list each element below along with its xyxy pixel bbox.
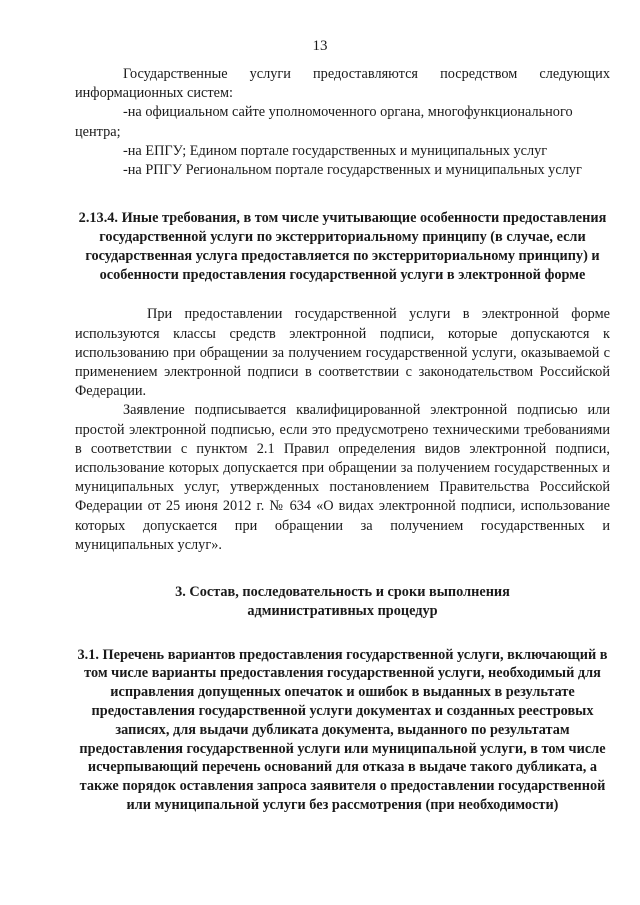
systems-list bbox=[75, 103, 610, 180]
page-content bbox=[75, 65, 610, 815]
section-heading-2-13-4: 2.13.4. Иные требования, в том числе учитывающие особенности предоставления государственной услуги по экстерриториальному принципу (в случае, если государственная услуга предоставляется по экстерриториальному принципу) и особенности предоставления государственной услуги в электронной форме bbox=[78, 210, 607, 283]
section-heading-3: 3. Состав, последовательность и сроки выполнения административных процедур bbox=[175, 584, 510, 619]
systems-item-official-site: -на официальном сайте уполномоченного органа, многофункционального центра; bbox=[75, 104, 573, 140]
systems-item-epgu: -на ЕПГУ; Едином портале государственных и муниципальных услуг bbox=[123, 142, 548, 159]
systems-item-rpgu: -на РПГУ Региональном портале государственных и муниципальных услуг bbox=[123, 162, 582, 179]
page-number: 13 bbox=[312, 38, 328, 54]
paragraph-signature-classes: При предоставлении государственной услуги в электронной форме используются классы средств электронной подписи, которые допускаются к использованию при обращении за получением государственной услуги, оказываемой с применением электронной подписи в соответствии с законодательством Российской Федерации. bbox=[75, 306, 610, 400]
paragraph-application-signature: Заявление подписывается квалифицированной электронной подписью или простой электронной подписью, если это предусмотрено техническими требованиями в соответствии с пунктом 2.1 Правил определения видов электронной подписи, использование которых допускается при обращении за получением государственных и муниципальных услуг, утвержденных постановлением Правительства Российской Федерации от 25 июня 2012 г. № 634 «О видах электронной подписи, использование которых допускается при обращении за получением государственных и муниципальных услуг». bbox=[75, 402, 610, 553]
section-heading-3-1: 3.1. Перечень вариантов предоставления государственной услуги, включающий в том числе варианты предоставления государственной услуги, необходимый для исправления допущенных опечаток и ошибок в выданных в результате предоставления государственной услуги документах и созданных реестровых записях, для выдачи дубликата документа, выданного по результатам предоставления государственной услуги или муниципальной услуги, в том числе исчерпывающий перечень оснований для отказа в выдаче такого дубликата, а также порядок оставления запроса заявителя о предоставлении государственной или муниципальной услуги без рассмотрения (при необходимости) bbox=[77, 646, 608, 814]
systems-intro: Государственные услуги предоставляются посредством следующих информационных систем: bbox=[75, 66, 610, 102]
